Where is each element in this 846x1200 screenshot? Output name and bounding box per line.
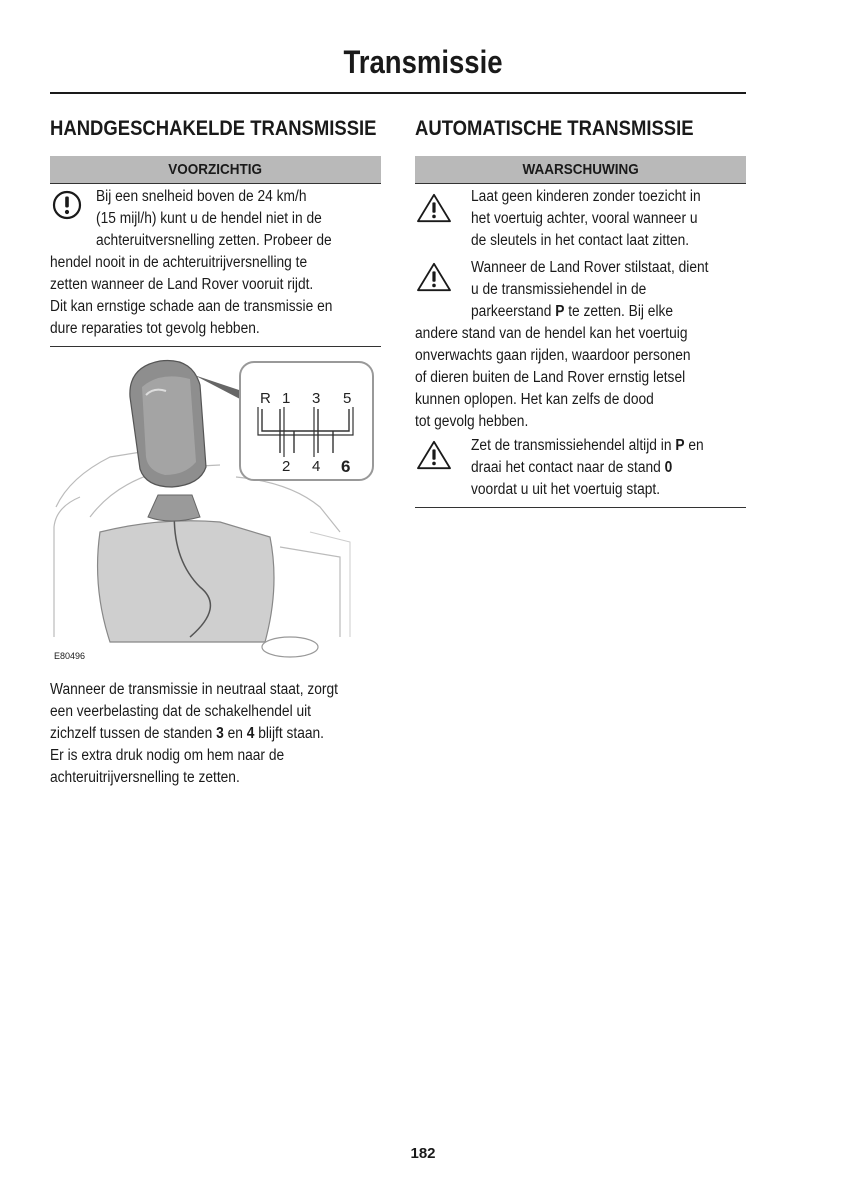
gear-R: R [260, 390, 271, 407]
warning-line: Zet de transmissiehendel altijd in P en [471, 437, 704, 454]
figure-id-label: E80496 [54, 651, 86, 661]
gear-4: 4 [312, 458, 321, 475]
warning-notice [415, 184, 746, 508]
caution-label: VOORZICHTIG [168, 161, 263, 178]
paragraph-line: zichzelf tussen de standen 3 en 4 blijft staan. [50, 725, 325, 742]
warning-line: u de transmissiehendel in de [471, 281, 647, 298]
paragraph-line: Er is extra druk nodig om hem naar de [50, 747, 285, 764]
caution-line: (15 mijl/h) kunt u de hendel niet in de [96, 210, 322, 227]
gear-2: 2 [282, 458, 291, 475]
warning-triangle-icon [415, 439, 453, 471]
caution-line: Dit kan ernstige schade aan de transmissie en [50, 298, 333, 315]
neutral-paragraph [50, 679, 381, 789]
section-heading-manual: HANDGESCHAKELDE TRANSMISSIE [50, 117, 377, 140]
warning-line: of dieren buiten de Land Rover ernstig letsel [415, 369, 686, 386]
caution-notice [50, 184, 381, 347]
warning-line: voordat u uit het voertuig stapt. [471, 481, 661, 498]
gear-3: 3 [312, 390, 321, 407]
paragraph-line: achteruitrijversnelling te zetten. [50, 769, 240, 786]
caution-line: hendel nooit in de achteruitrijversnelling te [50, 254, 308, 271]
gear-lever-drawing [50, 357, 381, 665]
exclamation-circle-icon [50, 188, 84, 222]
gear-6: 6 [341, 457, 351, 476]
gear-lever-illustration [50, 357, 381, 665]
paragraph-line: een veerbelasting dat de schakelhendel uit [50, 703, 311, 720]
section-heading-automatic: AUTOMATISCHE TRANSMISSIE [415, 117, 694, 140]
warning-triangle-icon [415, 192, 453, 224]
warning-line: parkeerstand P te zetten. Bij elke [471, 303, 674, 320]
warning-line: andere stand van de hendel kan het voertuig [415, 325, 688, 342]
warning-line: onverwachts gaan rijden, waardoor personen [415, 347, 691, 364]
warning-bar [415, 156, 746, 184]
gear-5: 5 [343, 390, 352, 407]
warning-line: het voertuig achter, vooral wanneer u [471, 210, 698, 227]
warning-line: tot gevolg hebben. [415, 413, 529, 430]
caution-bar [50, 156, 381, 184]
warning-line: Wanneer de Land Rover stilstaat, dient [471, 259, 709, 276]
title-rule [50, 92, 746, 94]
warning-line: kunnen oplopen. Het kan zelfs de dood [415, 391, 654, 408]
gear-1: 1 [282, 390, 291, 407]
paragraph-line: Wanneer de transmissie in neutraal staat, zorgt [50, 681, 338, 698]
caution-line: achteruitversnelling zetten. Probeer de [96, 232, 332, 249]
left-column [50, 110, 381, 789]
warning-item [415, 435, 746, 501]
warning-label: WAARSCHUWING [522, 161, 639, 178]
warning-line: draai het contact naar de stand 0 [471, 459, 673, 476]
caution-line: Bij een snelheid boven de 24 km/h [96, 188, 307, 205]
right-column [415, 110, 746, 508]
warning-line: Laat geen kinderen zonder toezicht in [471, 188, 701, 205]
page-number: 182 [410, 1145, 436, 1162]
caution-line: dure reparaties tot gevolg hebben. [50, 320, 260, 337]
warning-item [415, 186, 746, 252]
page-title: Transmissie [343, 44, 503, 80]
warning-item [415, 257, 746, 433]
warning-line: de sleutels in het contact laat zitten. [471, 232, 690, 249]
warning-triangle-icon [415, 261, 453, 293]
caution-line: zetten wanneer de Land Rover vooruit rijdt. [50, 276, 314, 293]
